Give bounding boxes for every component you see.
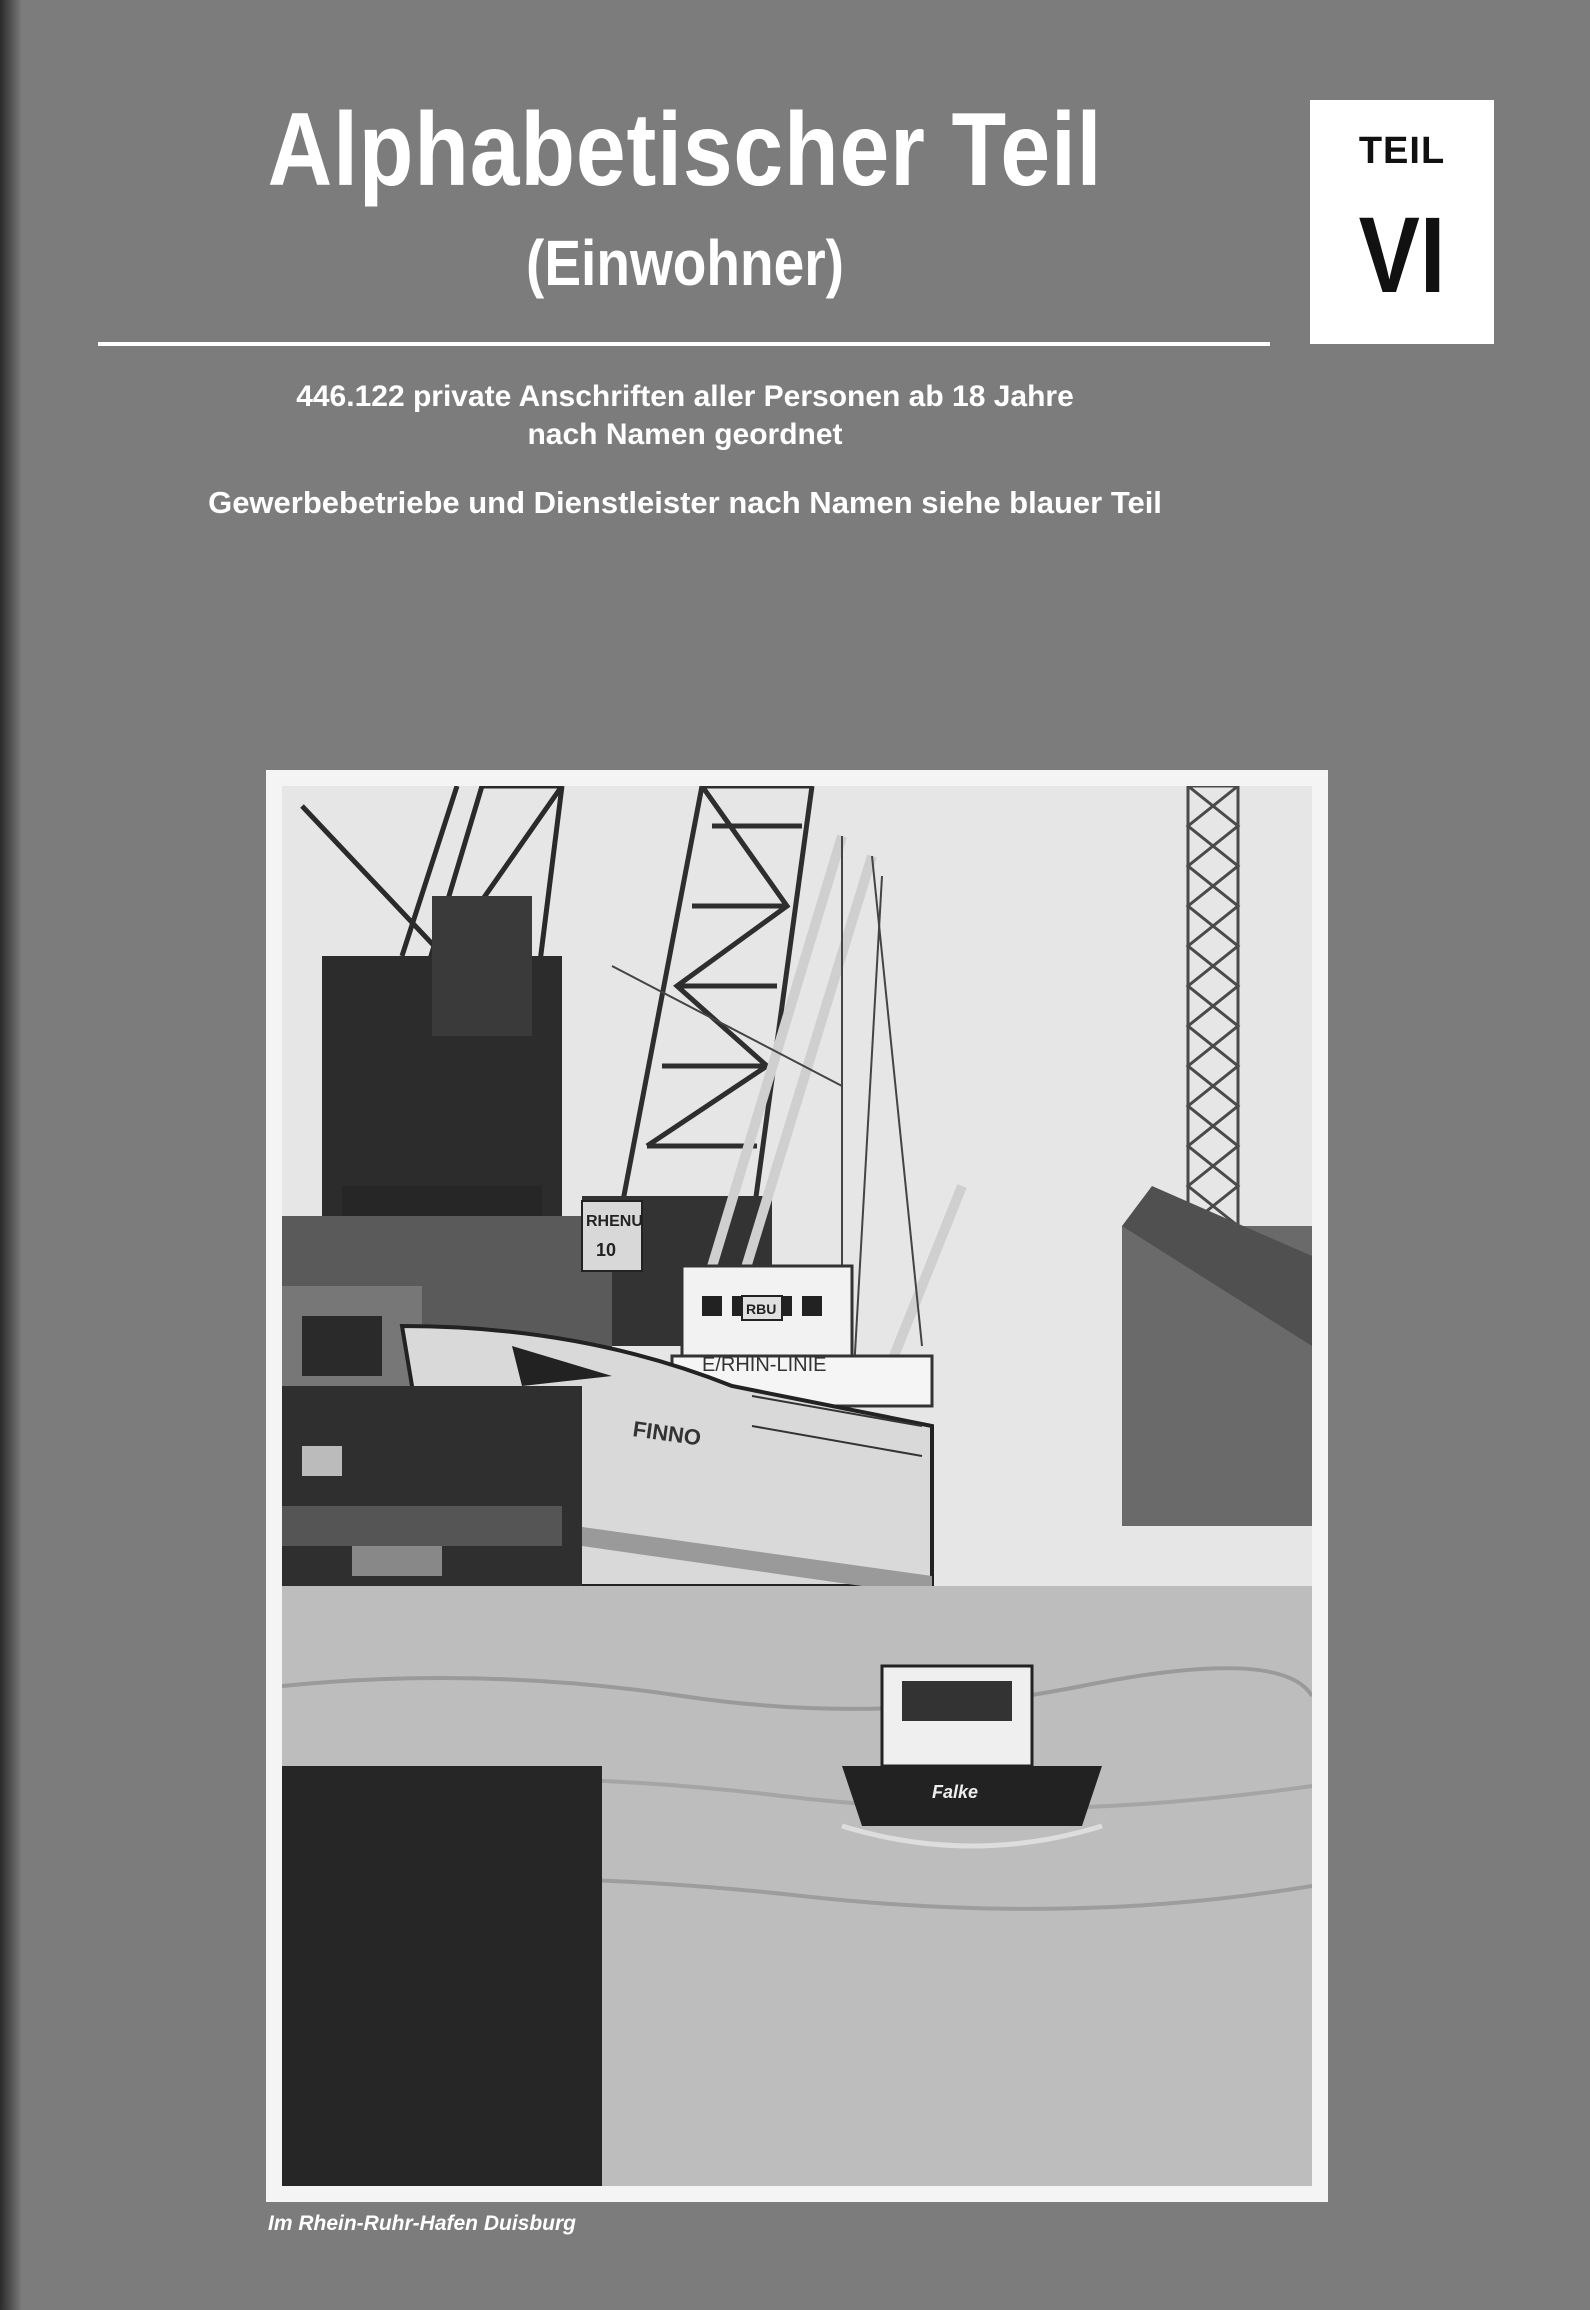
page-title: Alphabetischer Teil [267, 92, 1103, 208]
photo-caption: Im Rhein-Ruhr-Hafen Duisburg [268, 2212, 576, 2235]
page-subtitle: (Einwohner) [526, 227, 844, 299]
section-badge-number: VI [1358, 194, 1446, 315]
harbor-photo [282, 786, 1312, 2186]
title-divider [98, 342, 1270, 346]
harbor-photo-frame [266, 770, 1328, 2202]
ship-name: FINNO [631, 1416, 703, 1451]
info-line-order: nach Namen geordnet [527, 418, 843, 451]
section-badge-label: TEIL [1358, 130, 1446, 172]
info-line-count: 446.122 private Anschriften aller Personen ab 18 Jahre [296, 380, 1074, 413]
info-line-reference: Gewerbebetriebe und Dienstleister nach Namen siehe blauer Teil [208, 485, 1162, 520]
book-spine-shadow [0, 0, 22, 2310]
ship-band-text: E/RHIN-LINIE [702, 1354, 827, 1376]
crane-sign: RHENU [586, 1213, 643, 1230]
crane-plate: RBU [746, 1301, 777, 1317]
tug-name: Falke [932, 1782, 979, 1802]
crane-sign-number: 10 [596, 1240, 617, 1260]
section-badge [1310, 100, 1494, 344]
harbor-photo-illustration [282, 786, 1312, 2186]
